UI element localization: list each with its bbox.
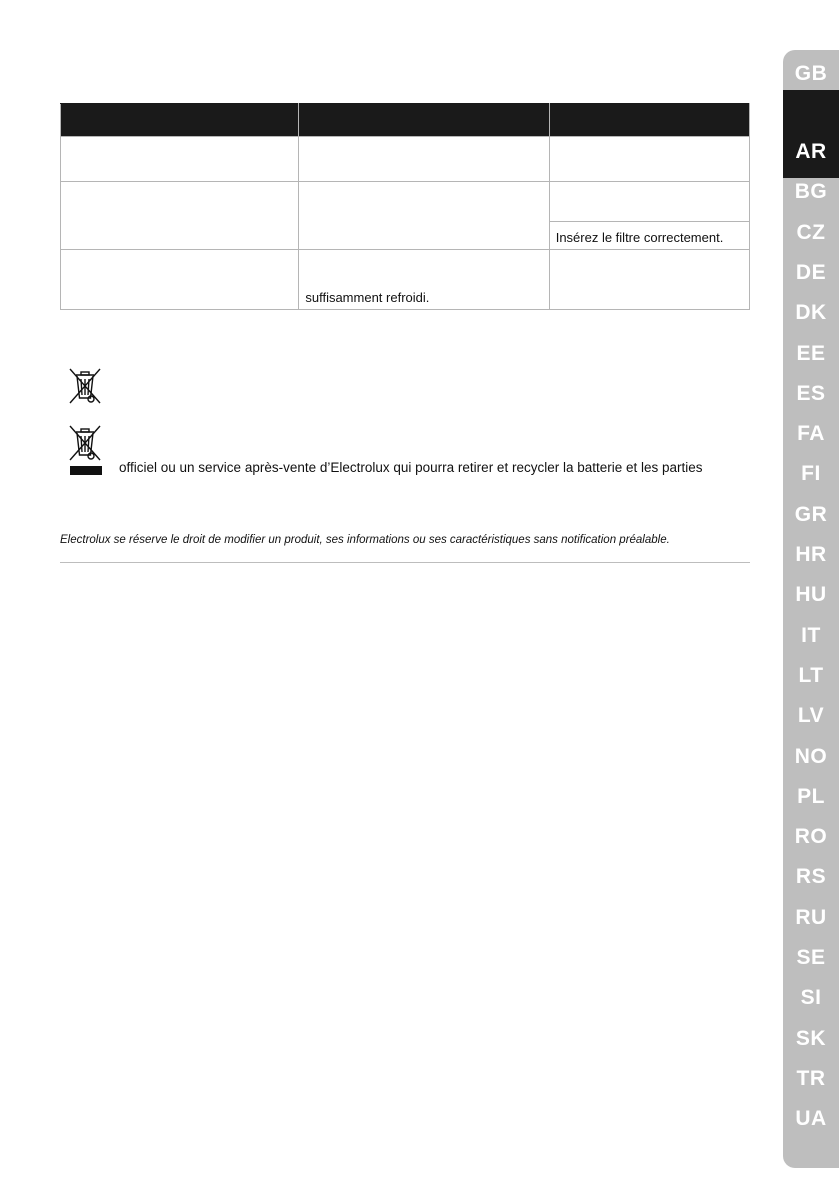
bin-underline-bar [70,466,102,475]
language-sidebar [783,50,839,1168]
table-cell [549,182,749,222]
language-item-fa[interactable]: FA [797,422,825,445]
language-item-de[interactable]: DE [795,261,827,284]
troubleshooting-table [60,103,750,310]
table-cell [61,250,299,310]
crossed-bin-battery-icon [66,423,104,463]
table-cell-cooled-down: suffisamment refroidi. [299,250,549,310]
language-item-hu[interactable]: HU [795,583,827,606]
table-row [61,250,750,310]
table-cell [61,137,299,182]
language-item-sk[interactable]: SK [795,1027,827,1050]
language-item-ro[interactable]: RO [794,825,828,848]
table-header-cell [549,104,749,137]
divider [60,562,750,563]
language-item-cz[interactable]: CZ [796,221,826,244]
language-active-marker [783,90,839,178]
language-item-it[interactable]: IT [801,624,821,647]
language-item-gr[interactable]: GR [794,503,828,526]
language-item-lv[interactable]: LV [797,704,825,727]
language-item-se[interactable]: SE [796,946,826,969]
table-cell [549,137,749,182]
crossed-bin-icon [66,366,104,406]
table-cell-insert-filter: Insérez le filtre correctement. [549,222,749,250]
table-cell [549,250,749,310]
table-cell [61,182,299,250]
language-item-bg[interactable]: BG [794,180,828,203]
language-item-pl[interactable]: PL [797,785,825,808]
table-row [61,137,750,182]
language-item-rs[interactable]: RS [795,865,827,888]
table-cell [299,182,549,250]
table-cell [299,137,549,182]
language-item-ua[interactable]: UA [795,1107,827,1130]
disposal-text: officiel ou un service après-vente d’Electrolux qui pourra retirer et recycler la batterie et les parties [119,460,703,475]
language-item-es[interactable]: ES [796,382,826,405]
table-header-cell [299,104,549,137]
language-item-si[interactable]: SI [800,986,822,1009]
language-item-ee[interactable]: EE [796,342,826,365]
language-item-no[interactable]: NO [794,745,828,768]
table-header-cell [61,104,299,137]
disclaimer-text: Electrolux se réserve le droit de modifier un produit, ses informations ou ses caractéristiques sans notification préalable. [60,534,670,546]
language-item-tr[interactable]: TR [796,1067,826,1090]
language-item-ar[interactable]: AR [795,140,827,163]
language-item-ru[interactable]: RU [795,906,827,929]
language-item-fi[interactable]: FI [801,462,821,485]
table-header-row [61,104,750,137]
language-item-lt[interactable]: LT [798,664,824,687]
table-row [61,182,750,222]
language-item-dk[interactable]: DK [795,301,827,324]
language-item-hr[interactable]: HR [795,543,827,566]
language-item-gb[interactable]: GB [794,62,828,85]
